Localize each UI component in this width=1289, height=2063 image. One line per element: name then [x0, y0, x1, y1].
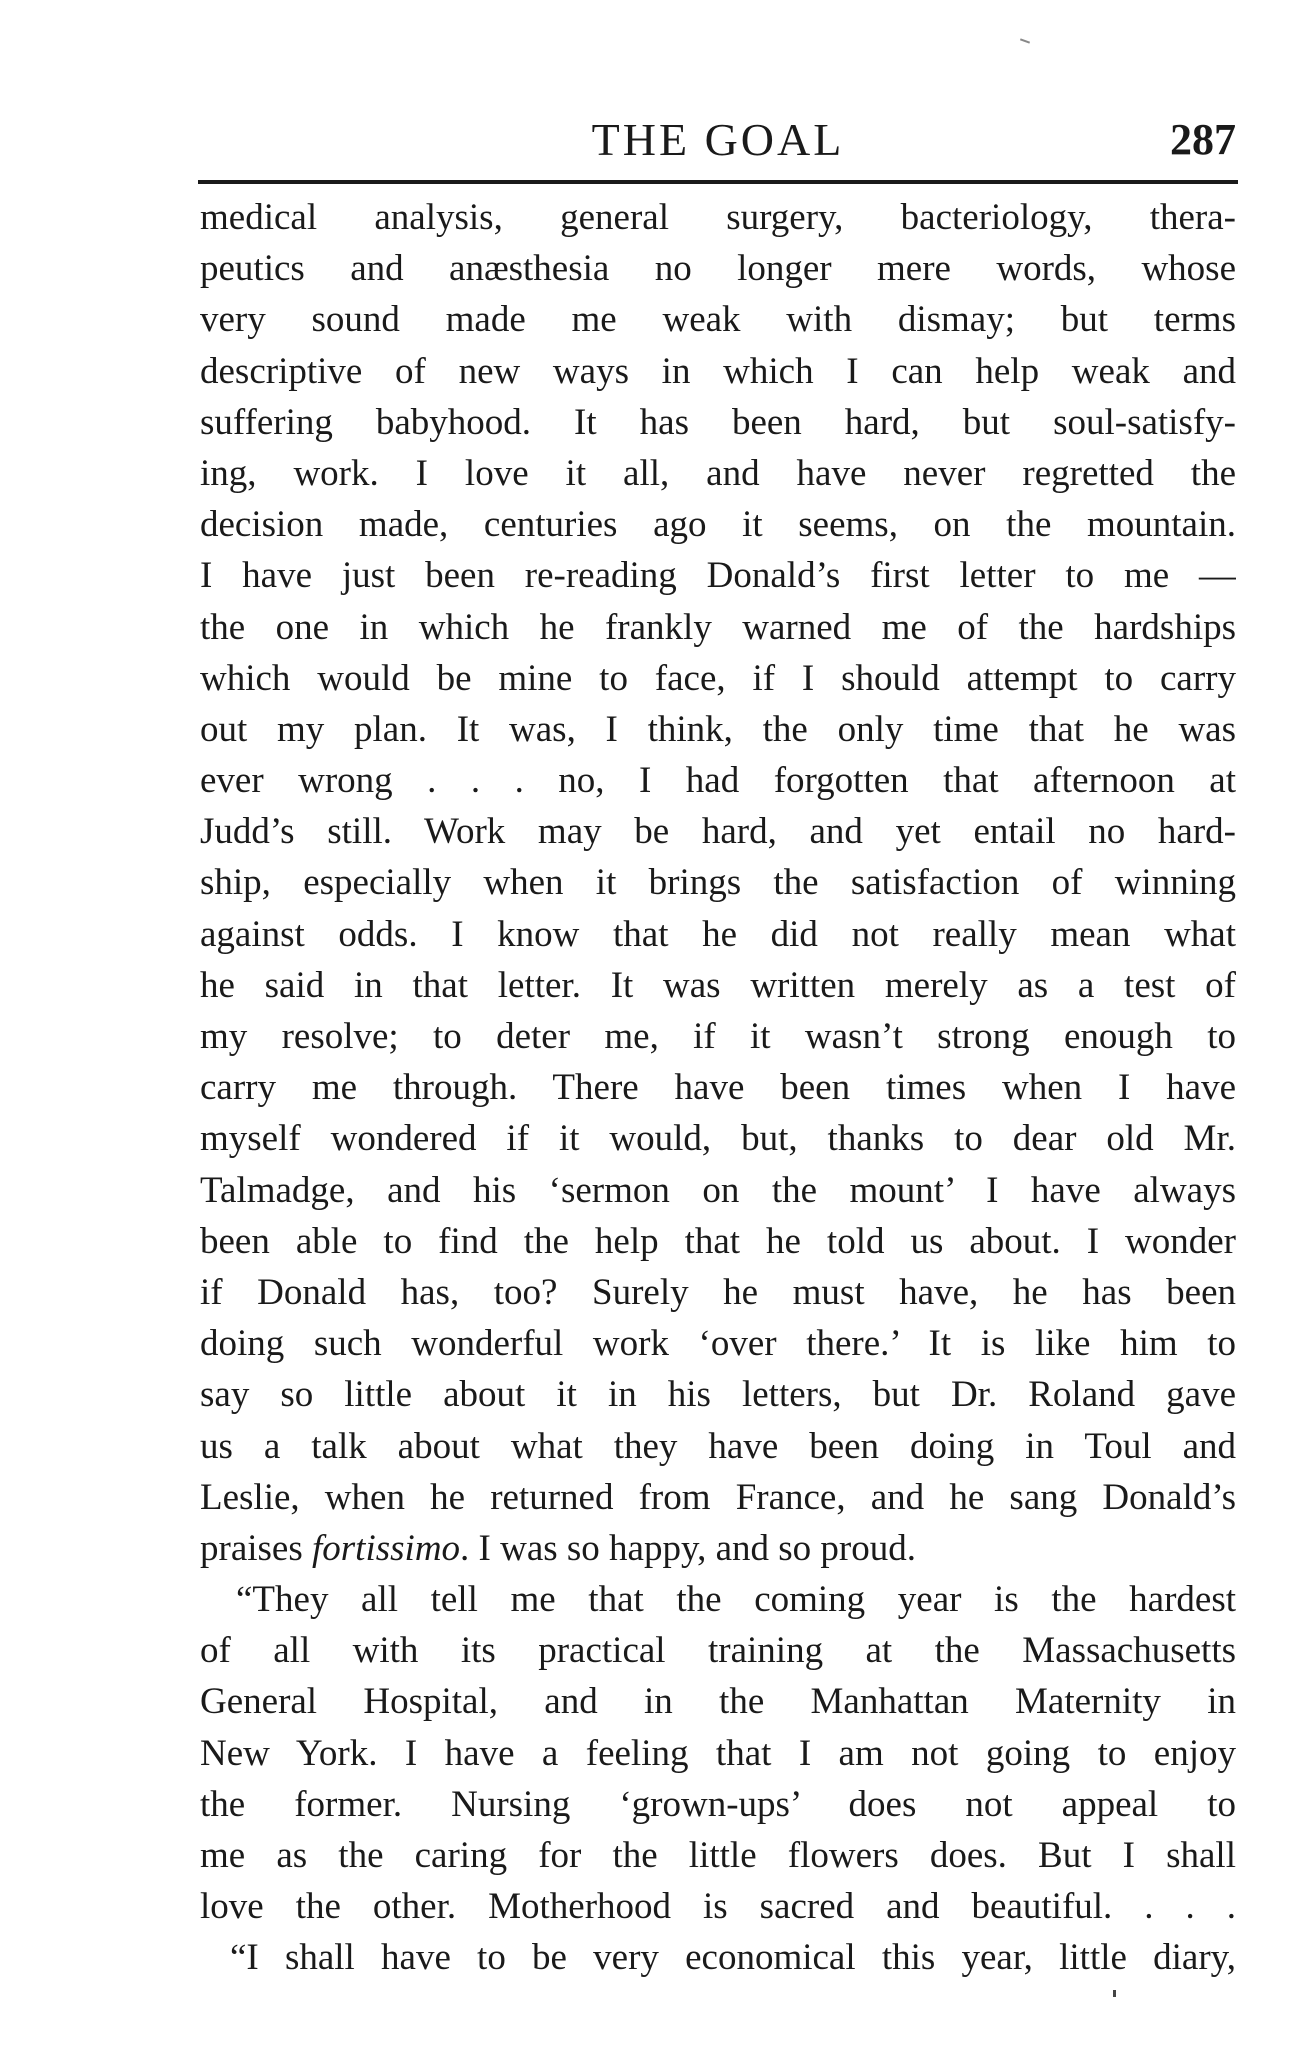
text-line: me as the caring for the little flowers does. But I shall — [200, 1835, 1236, 1876]
text-line: Leslie, when he returned from France, and he sang Donald’s — [200, 1476, 1236, 1518]
running-title: THE GOAL — [591, 114, 845, 165]
text-line: of all with its practical training at the Massachusetts — [200, 1630, 1236, 1672]
scan-mark-top — [1020, 38, 1030, 43]
text-line: suffering babyhood. It has been hard, but soul-satisfy- — [200, 401, 1236, 443]
text-line: out my plan. It was, I think, the only time that he was — [200, 708, 1236, 750]
text-fragment: praises — [200, 1527, 312, 1569]
text-line: New York. I have a feeling that I am not going to enjoy — [200, 1732, 1236, 1774]
text-line: descriptive of new ways in which I can help weak and — [200, 350, 1236, 392]
text-line: us a talk about what they have been doing in Toul and — [200, 1425, 1236, 1467]
text-line: carry me through. There have been times when I have — [200, 1067, 1236, 1109]
text-line: very sound made me weak with dismay; but terms — [200, 299, 1236, 341]
text-line: I have just been re-reading Donald’s first letter to me — — [200, 555, 1236, 597]
text-line: the former. Nursing ‘grown-ups’ does not appeal to — [200, 1783, 1236, 1825]
text-line: if Donald has, too? Surely he must have, he has been — [200, 1271, 1236, 1313]
paragraph-start-line: “They all tell me that the coming year is the hardest — [236, 1579, 1236, 1621]
text-line: General Hospital, and in the Manhattan Maternity in — [200, 1681, 1236, 1723]
text-line: myself wondered if it would, but, thanks to dear old Mr. — [200, 1118, 1236, 1160]
text-line: decision made, centuries ago it seems, on the mountain. — [200, 504, 1236, 546]
scan-mark-bottom — [1113, 1990, 1116, 1997]
text-line: ever wrong . . . no, I had forgotten that afternoon at — [200, 760, 1236, 802]
header-rule — [198, 180, 1238, 184]
text-fragment: . I was so happy, and so proud. — [460, 1527, 916, 1569]
text-line: ing, work. I love it all, and have never regretted the — [200, 452, 1236, 494]
text-line-with-italic — [200, 1523, 1236, 1574]
text-line: the one in which he frankly warned me of the hardships — [200, 606, 1236, 648]
text-line: been able to find the help that he told us about. I wonder — [200, 1220, 1236, 1262]
text-line: Judd’s still. Work may be hard, and yet entail no hard- — [200, 811, 1236, 853]
text-line: against odds. I know that he did not really mean what — [200, 913, 1236, 955]
italic-word: fortissimo — [312, 1527, 461, 1569]
text-line: my resolve; to deter me, if it wasn’t strong enough to — [200, 1016, 1236, 1057]
text-line: say so little about it in his letters, but Dr. Roland gave — [200, 1374, 1236, 1416]
text-line: peutics and anæsthesia no longer mere words, whose — [200, 248, 1236, 290]
body-text — [200, 192, 1236, 1984]
text-line: which would be mine to face, if I should attempt to carry — [200, 657, 1236, 699]
text-line: love the other. Motherhood is sacred and beautiful. . . . — [200, 1886, 1236, 1928]
text-line: he said in that letter. It was written merely as a test of — [200, 964, 1236, 1006]
text-line: ship, especially when it brings the satisfaction of winning — [200, 862, 1236, 904]
page-number: 287 — [1170, 115, 1236, 164]
page-header — [200, 108, 1236, 172]
paragraph-start-line: “I shall have to be very economical this year, little diary, — [230, 1937, 1236, 1979]
text-line: doing such wonderful work ‘over there.’ It is like him to — [200, 1323, 1236, 1365]
text-line: medical analysis, general surgery, bacteriology, thera- — [200, 197, 1236, 238]
text-line: Talmadge, and his ‘sermon on the mount’ I have always — [200, 1169, 1236, 1211]
